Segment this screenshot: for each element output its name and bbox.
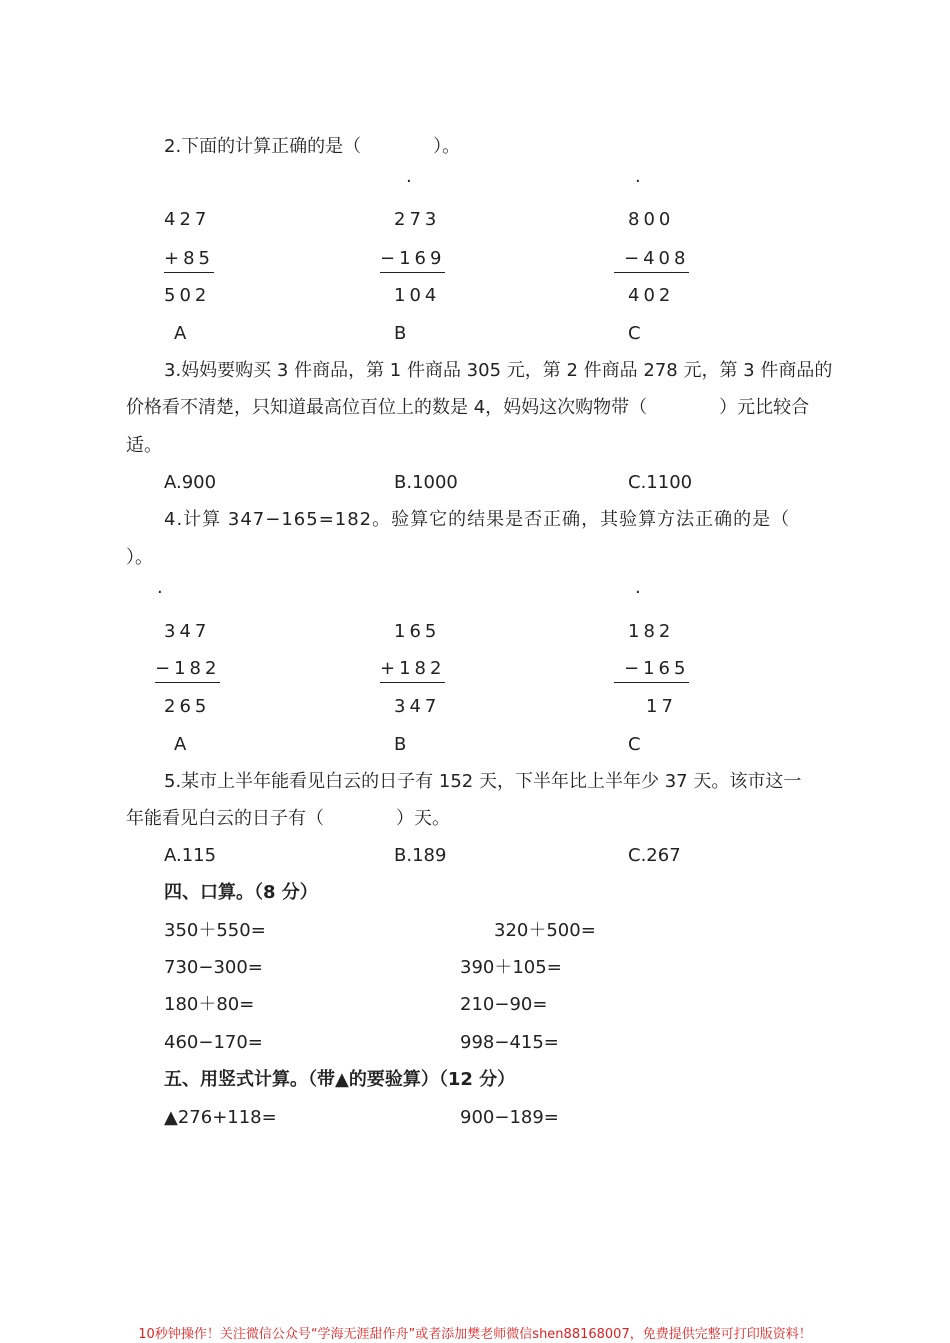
footer-promo: 10秒钟操作！关注微信公众号“学海无涯甜作舟”或者添加樊老师微信shen88168007，免费提供完整可打印版资料！ xyxy=(138,1327,812,1342)
q4-c-mid: −165 xyxy=(614,657,689,683)
q2-c-top: 800 xyxy=(628,209,675,230)
oral-item: 460−170= xyxy=(164,1032,263,1053)
q5-line2: 年能看见白云的日子有（ ）天。 xyxy=(126,808,450,829)
q2-c-mid: −408 xyxy=(614,247,689,273)
q2-b-label: B xyxy=(394,323,407,344)
q2-a-top: 427 xyxy=(164,209,211,230)
q3-option-a: A.900 xyxy=(164,472,217,493)
q3-line2: 价格看不清楚，只知道最高位百位上的数是 4，妈妈这次购物带（ ）元比较合 xyxy=(126,397,810,418)
oral-item: 730−300= xyxy=(164,957,263,978)
q3-option-c: C.1100 xyxy=(628,472,693,493)
section-4-title: 四、口算。（8 分） xyxy=(164,882,318,903)
vertical-calc-item: 900−189= xyxy=(460,1107,559,1128)
oral-item: 210−90= xyxy=(460,994,548,1015)
oral-item: 350＋550= xyxy=(164,920,266,941)
q4-a-label: A xyxy=(174,734,187,755)
q4-c-top: 182 xyxy=(628,621,675,642)
q5-option-c: C.267 xyxy=(628,845,681,866)
q5-line1: 5.某市上半年能看见白云的日子有 152 天，下半年比上半年少 37 天。该市这一 xyxy=(164,771,802,792)
q4-a-mid: −182 xyxy=(155,657,220,683)
q2-a-label: A xyxy=(174,323,187,344)
vertical-calc-item: ▲276+118= xyxy=(164,1107,277,1128)
q4-line1: 4.计算 347−165=182。验算它的结果是否正确，其验算方法正确的是（ xyxy=(164,509,791,530)
q4-c-label: C xyxy=(628,734,641,755)
oral-item: 998−415= xyxy=(460,1032,559,1053)
q4-b-label: B xyxy=(394,734,407,755)
q4-a-top: 347 xyxy=(164,621,211,642)
q4-a-bot: 265 xyxy=(164,696,211,717)
q2-a-mid: +85 xyxy=(164,247,214,273)
q5-option-a: A.115 xyxy=(164,845,217,866)
section-5-title: 五、用竖式计算。（带▲的要验算）（12 分） xyxy=(164,1069,516,1090)
q4-b-top: 165 xyxy=(394,621,441,642)
q2-c-label: C xyxy=(628,323,641,344)
q2-b-mid: −169 xyxy=(380,247,445,273)
dot-mark: · xyxy=(635,582,641,603)
q4-c-bot: 17 xyxy=(646,696,677,717)
dot-mark: · xyxy=(157,582,163,603)
q2-c-bot: 402 xyxy=(628,285,675,306)
q5-option-b: B.189 xyxy=(394,845,447,866)
q2-b-bot: 104 xyxy=(394,285,441,306)
q4-b-mid: +182 xyxy=(380,657,445,683)
q2-b-top: 273 xyxy=(394,209,441,230)
q4-line2: ）。 xyxy=(126,547,153,568)
dot-mark: · xyxy=(635,171,641,192)
q2-a-bot: 502 xyxy=(164,285,211,306)
dot-mark: · xyxy=(406,171,412,192)
q3-line1: 3.妈妈要购买 3 件商品，第 1 件商品 305 元，第 2 件商品 278 元，第 3 件商品的 xyxy=(164,360,833,381)
oral-item: 390＋105= xyxy=(460,957,562,978)
oral-item: 320＋500= xyxy=(494,920,596,941)
q2-stem: 2.下面的计算正确的是（ ）。 xyxy=(164,136,461,157)
q4-b-bot: 347 xyxy=(394,696,441,717)
q3-option-b: B.1000 xyxy=(394,472,458,493)
oral-item: 180＋80= xyxy=(164,994,255,1015)
q3-line3: 适。 xyxy=(126,435,162,456)
